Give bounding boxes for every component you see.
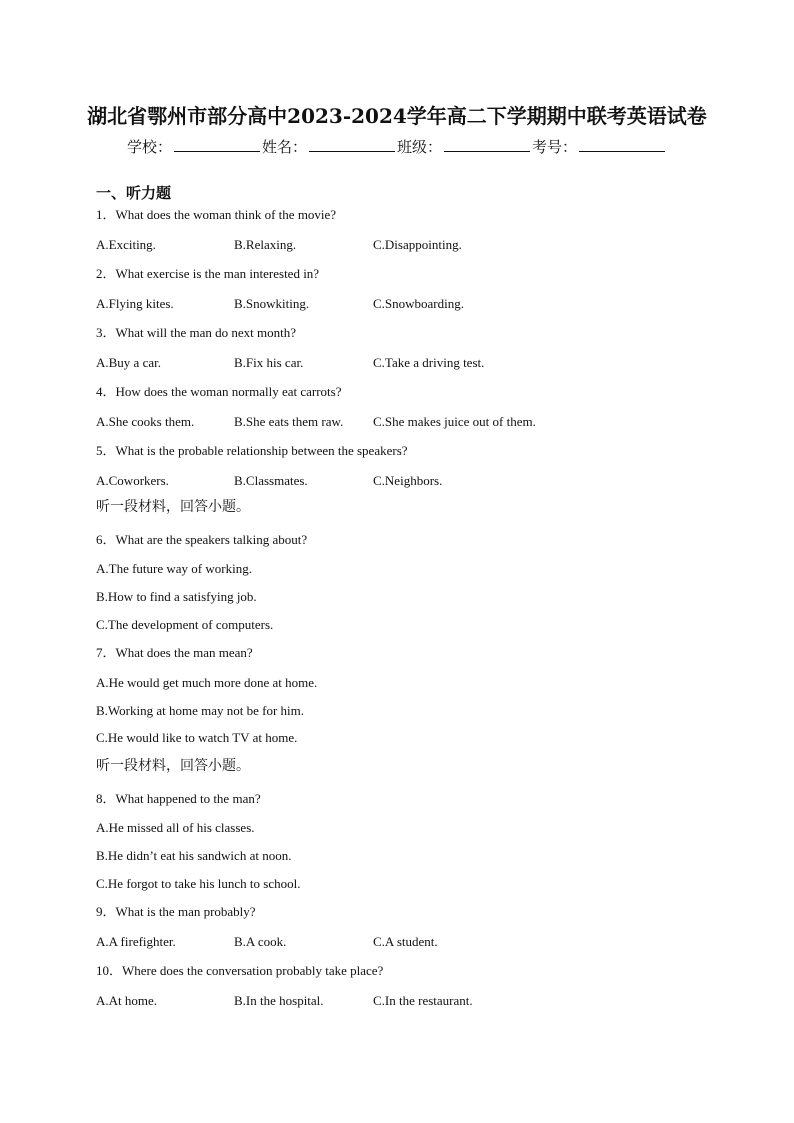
q7-option-a: A.He would get much more done at home.	[96, 675, 318, 690]
q8-option-b: B.He didn’t eat his sandwich at noon.	[96, 848, 292, 863]
q5-option-c: C.Neighbors.	[373, 473, 443, 488]
q9-option-b: B.A cook.	[234, 934, 287, 949]
q1-option-a: A.Exciting.	[96, 237, 156, 252]
section-heading: 一、听力题	[96, 184, 172, 202]
q3-option-c: C.Take a driving test.	[373, 355, 485, 370]
q5-option-a: A.Coworkers.	[96, 473, 169, 488]
question-10: 10．Where does the conversation probably take place?	[96, 963, 384, 978]
q3-option-a: A.Buy a car.	[96, 355, 161, 370]
q4-option-a: A.She cooks them.	[96, 414, 195, 429]
class-label: 班级：	[397, 138, 443, 156]
q7-option-b: B.Working at home may not be for him.	[96, 703, 304, 718]
question-7: 7．What does the man mean?	[96, 645, 253, 660]
page-title: 湖北省鄂州市部分高中2023-2024学年高二下学期期中联考英语试卷	[87, 104, 707, 128]
instruction-2: 听一段材料，回答小题。	[96, 758, 250, 774]
q9-option-c: C.A student.	[373, 934, 438, 949]
q2-option-a: A.Flying kites.	[96, 296, 174, 311]
school-blank[interactable]	[174, 139, 260, 152]
instruction-1: 听一段材料，回答小题。	[96, 499, 250, 515]
question-1: 1．What does the woman think of the movie?	[96, 207, 337, 222]
q7-option-c: C.He would like to watch TV at home.	[96, 730, 298, 745]
name-label: 姓名：	[261, 138, 307, 156]
q8-option-c: C.He forgot to take his lunch to school.	[96, 876, 301, 891]
q10-option-c: C.In the restaurant.	[373, 993, 473, 1008]
number-blank[interactable]	[579, 139, 665, 152]
question-9: 9．What is the man probably?	[96, 904, 256, 919]
question-6: 6．What are the speakers talking about?	[96, 532, 308, 547]
question-4: 4．How does the woman normally eat carrots?	[96, 384, 342, 399]
name-blank[interactable]	[309, 139, 395, 152]
q4-option-b: B.She eats them raw.	[234, 414, 344, 429]
question-3: 3．What will the man do next month?	[96, 325, 297, 340]
question-8: 8．What happened to the man?	[96, 791, 261, 806]
q1-option-b: B.Relaxing.	[234, 237, 297, 252]
class-blank[interactable]	[444, 139, 530, 152]
number-label: 考号：	[532, 138, 578, 156]
q6-option-c: C.The development of computers.	[96, 617, 274, 632]
q9-option-a: A.A firefighter.	[96, 934, 176, 949]
student-info-row	[0, 136, 794, 157]
q8-option-a: A.He missed all of his classes.	[96, 820, 255, 835]
q2-option-b: B.Snowkiting.	[234, 296, 310, 311]
q10-option-a: A.At home.	[96, 993, 158, 1008]
q1-option-c: C.Disappointing.	[373, 237, 462, 252]
q6-option-a: A.The future way of working.	[96, 561, 252, 576]
q4-option-c: C.She makes juice out of them.	[373, 414, 536, 429]
q10-option-b: B.In the hospital.	[234, 993, 324, 1008]
question-2: 2．What exercise is the man interested in?	[96, 266, 320, 281]
q6-option-b: B.How to find a satisfying job.	[96, 589, 257, 604]
q3-option-b: B.Fix his car.	[234, 355, 304, 370]
question-5: 5．What is the probable relationship between the speakers?	[96, 443, 408, 458]
school-label: 学校：	[126, 138, 172, 156]
q5-option-b: B.Classmates.	[234, 473, 308, 488]
q2-option-c: C.Snowboarding.	[373, 296, 464, 311]
